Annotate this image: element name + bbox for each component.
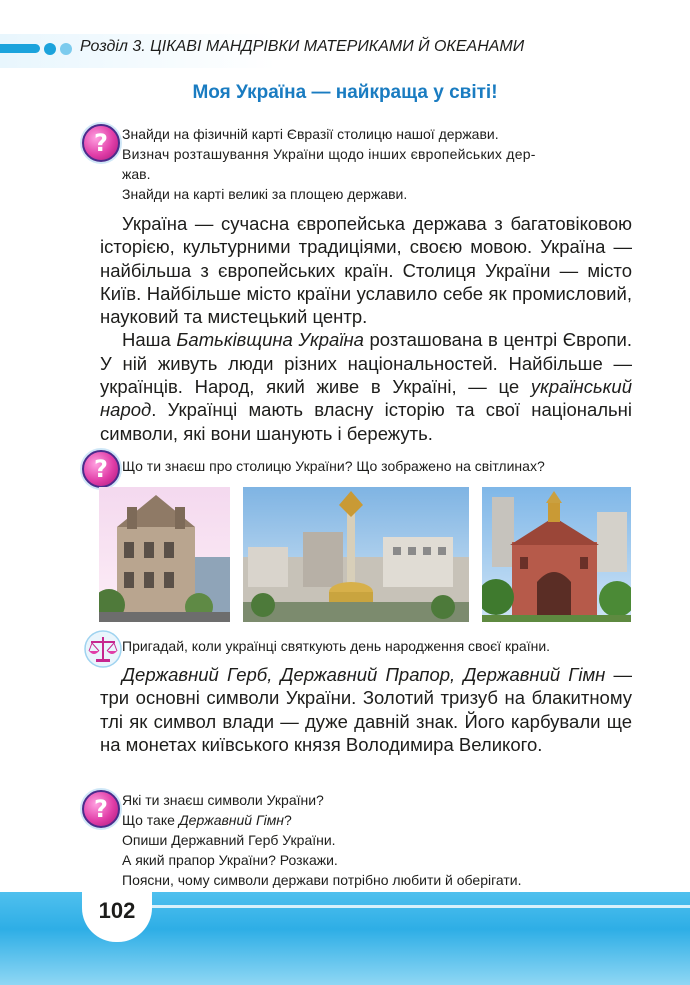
question-item: [122, 810, 522, 830]
question-item: Опиши Державний Герб України.: [122, 832, 336, 848]
question-item: Пригадай, коли українці святкують день народження своєї країни.: [122, 638, 551, 654]
question-item: Знайди на карті великі за площею держави.: [122, 186, 408, 202]
page-number: 102: [98, 898, 136, 923]
emphasis-text: Державний Гімн: [178, 812, 285, 828]
question-item: Що ти знаєш про столицю України? Що зображено на світлинах?: [122, 458, 545, 474]
question-text: ?: [284, 812, 292, 828]
question-item: А який прапор України? Розкажи.: [122, 852, 338, 868]
footer-rule: [140, 905, 690, 908]
paragraph-text: — три основні символи України. Золотий тризуб на блакитному тлі як символ влади — дуже давній знак. Його карбували ще на монетах київського князя Володимира Великого.: [100, 664, 632, 755]
question-icon: ?: [82, 124, 120, 162]
question-item: жав.: [122, 166, 151, 182]
chapter-header: [0, 34, 690, 68]
golden-gate-photo: [482, 487, 631, 622]
header-rule: [0, 44, 40, 53]
body-text-1: [100, 212, 632, 445]
question-item: Які ти знаєш символи України?: [122, 792, 324, 808]
question-item: Знайди на фізичній карті Євразії столицю нашої держави.: [122, 126, 499, 142]
paragraph-3: [100, 663, 632, 756]
emphasis-text: Батьківщина Україна: [176, 329, 364, 351]
question-2: [122, 456, 545, 476]
remember-line: [122, 636, 550, 656]
header-dot-icon: [44, 43, 56, 55]
questions-list-3: [122, 790, 522, 890]
emphasis-text: Державний Герб, Державний Прапор, Державний Гімн: [122, 664, 606, 685]
paragraph-1: Україна — сучасна європейська держава з багатовіковою історією, культурними традиціями, своєю мовою. Україна — найбільша з європейських країн. Столиця України — місто Київ. Найбільше місто країни уславило себе як промисловий, науковий та мистецький центр.: [100, 213, 632, 328]
paragraph-text: . Українці мають власну історію та свої національні символи, які вони шанують і бережуть.: [100, 399, 632, 444]
paragraph-text: Наша: [122, 329, 177, 351]
chapter-title: Розділ 3. ЦІКАВІ МАНДРІВКИ МАТЕРИКАМИ Й ОКЕАНАМИ: [80, 38, 525, 55]
paragraph-text: розташована в центрі Європи. У ній живуть люди різних національностей. Найбільше — українців. Народ, який живе в Україні, — це: [100, 329, 632, 398]
question-icon: ?: [82, 790, 120, 828]
question-icon: ?: [82, 450, 120, 488]
independence-square-photo: [243, 487, 469, 622]
house-with-chimaeras-photo: [99, 487, 230, 622]
question-item: Визнач розташування України щодо інших європейських дер-: [122, 146, 536, 162]
questions-list-1: [122, 124, 536, 204]
paragraph-2: [100, 328, 632, 444]
emphasis-text: український народ: [100, 376, 632, 421]
body-text-2: [100, 663, 632, 756]
header-dot-icon: [60, 43, 72, 55]
page-title: Моя Україна — найкраща у світі!: [192, 82, 498, 103]
question-item: Поясни, чому символи держави потрібно любити й оберігати.: [122, 872, 522, 888]
question-text: Що таке: [122, 812, 179, 828]
